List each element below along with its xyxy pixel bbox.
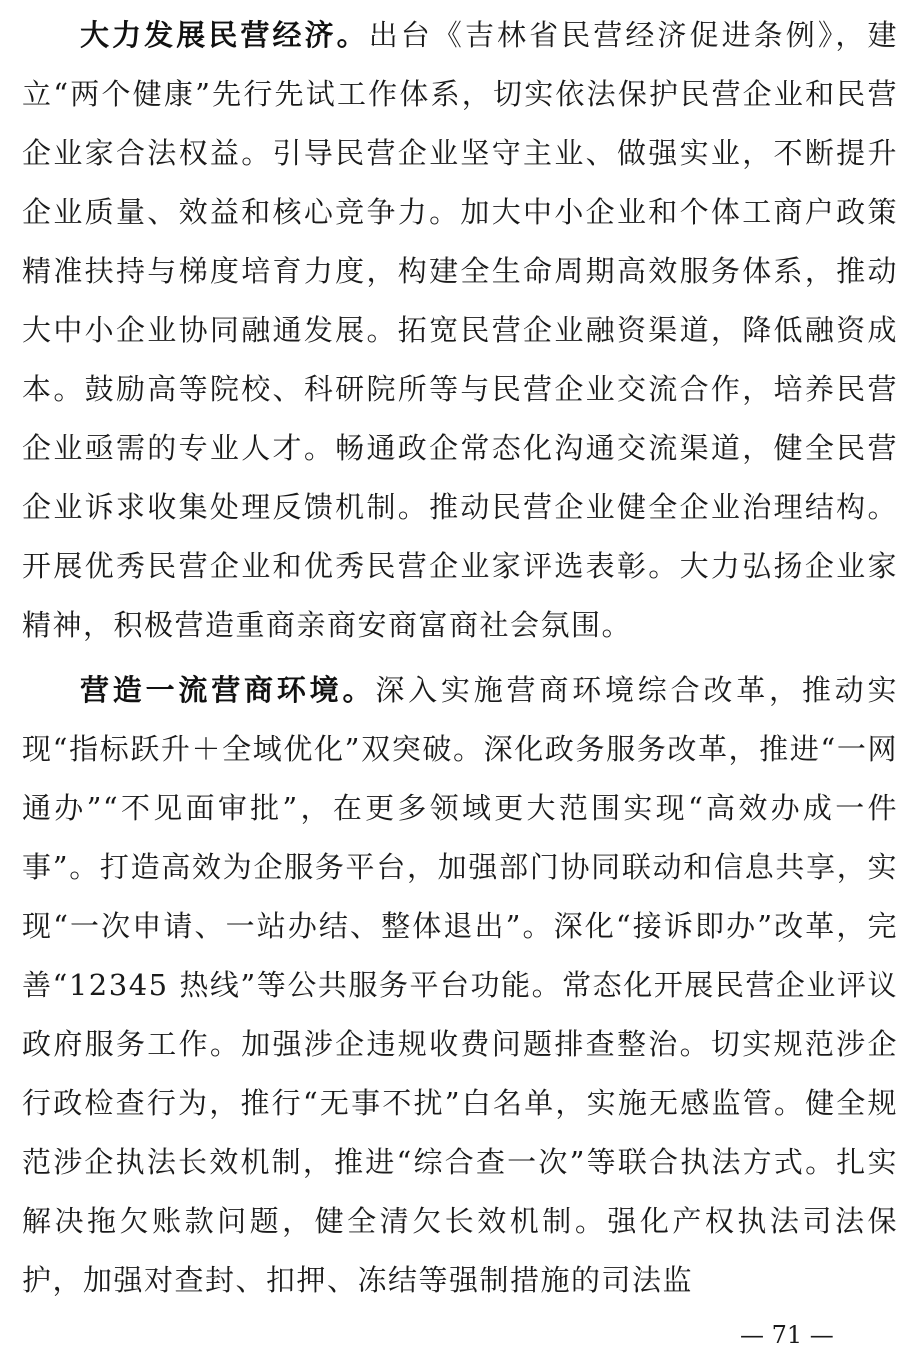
paragraph-lead-heading: 大力发展民营经济。 bbox=[80, 18, 369, 52]
paragraph-body-text: 出台《吉林省民营经济促进条例》，建立“两个健康”先行先试工作体系，切实依法保护民营企业和民营企业家合法权益。引导民营企业坚守主业、做强实业，不断提升企业质量、效益和核心竞争力。加大中小企业和个体工商户政策精准扶持与梯度培育力度，构建全生命周期高效服务体系，推动大中小企业协同融通发展。拓宽民营企业融资渠道，降低融资成本。鼓励高等院校、科研院所等与民营企业交流合作，培养民营企业亟需的专业人才。畅通政企常态化沟通交流渠道，健全民营企业诉求收集处理反馈机制。推动民营企业健全企业治理结构。开展优秀民营企业和优秀民营企业家评选表彰。大力弘扬企业家精神，积极营造重商亲商安商富商社会氛围。 bbox=[22, 18, 898, 642]
paragraph-business-environment bbox=[22, 661, 898, 1310]
paragraph-body-text: 深入实施营商环境综合改革，推动实现“指标跃升＋全域优化”双突破。深化政务服务改革，推进“一网通办”“不见面审批”，在更多领域更大范围实现“高效办成一件事”。打造高效为企服务平台，加强部门协同联动和信息共享，实现“一次申请、一站办结、整体退出”。深化“接诉即办”改革，完善“12345 热线”等公共服务平台功能。常态化开展民营企业评议政府服务工作。加强涉企违规收费问题排查整治。切实规范涉企行政检查行为，推行“无事不扰”白名单，实施无感监管。健全规范涉企执法长效机制，推进“综合查一次”等联合执法方式。扎实解决拖欠账款问题，健全清欠长效机制。强化产权执法司法保护，加强对查封、扣押、冻结等强制措施的司法监 bbox=[22, 673, 898, 1297]
paragraph-lead-heading: 营造一流营商环境。 bbox=[80, 673, 376, 707]
paragraph-private-economy bbox=[22, 6, 898, 655]
page-number: — 71 — bbox=[740, 1321, 834, 1349]
